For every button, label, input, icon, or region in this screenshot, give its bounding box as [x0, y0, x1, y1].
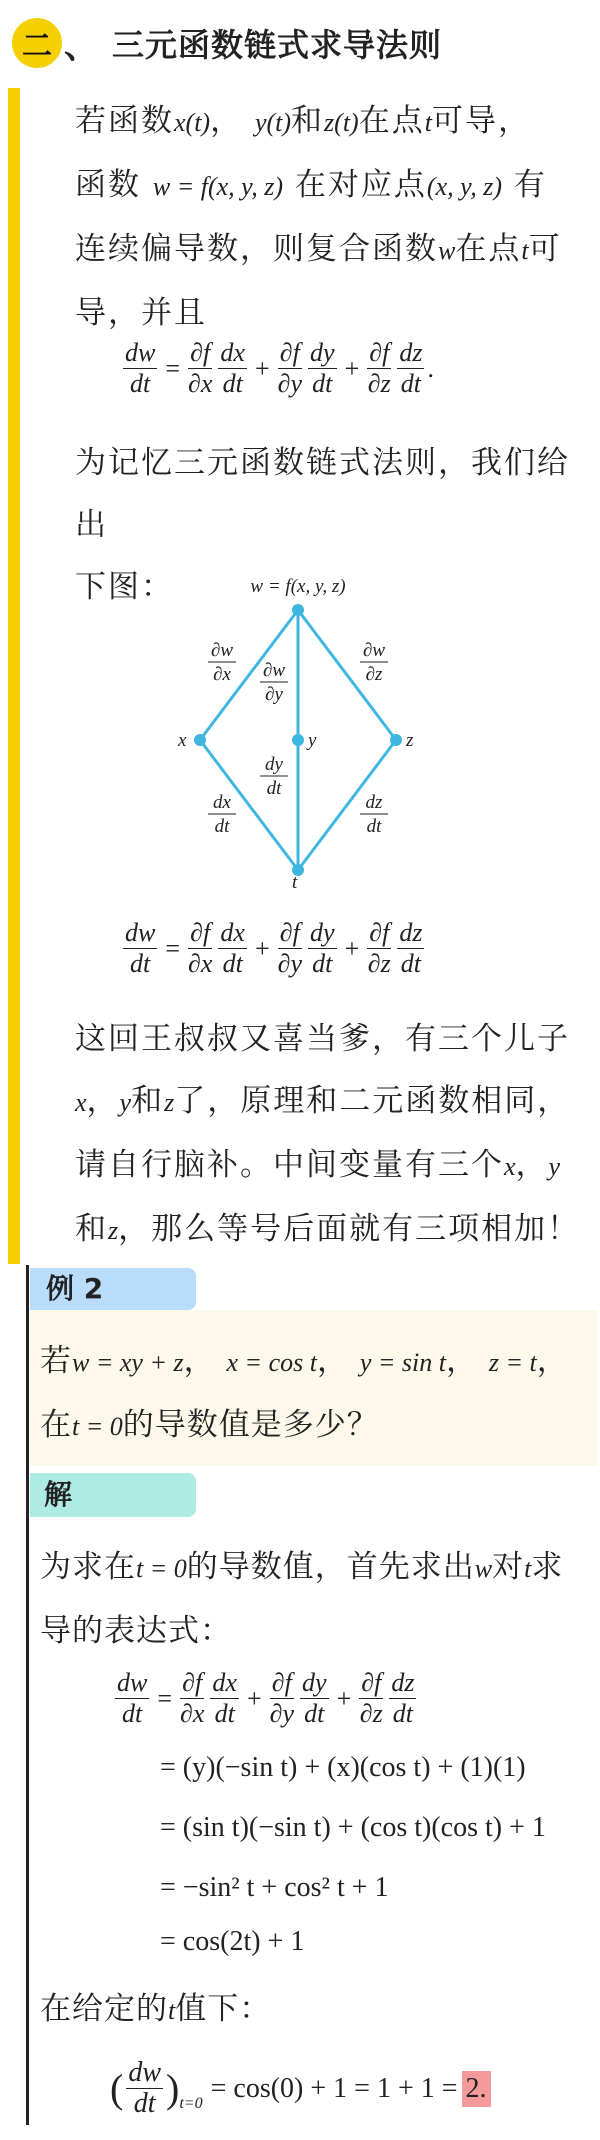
solution-text: 为求在 [40, 1549, 136, 1585]
math-z-eq: z = t [488, 1348, 537, 1377]
math-w-eq: w = xy + z [72, 1348, 184, 1377]
intro-text: 在点 [358, 103, 425, 139]
math-xt: x(t) [174, 108, 211, 137]
story-text: 和 [131, 1083, 165, 1119]
node-w [292, 604, 304, 616]
solution-step-1: = (y)(−sin t) + (x)(cos t) + (1)(1) [160, 1752, 526, 1783]
label-dt: dt [366, 816, 382, 837]
label-dw: ∂w [210, 640, 234, 661]
chain-rule-formula: $\frac{dw}{dt}$ = $\frac{\partial f}{\partial x}$ dx dt + $\frac{\partial f}{\partial y}$ dy dt + $\frac{\partial f}{\partial z}$ dz dt . [125, 338, 434, 398]
intro-text: 导，并且 [75, 295, 207, 331]
math-w-def: w = f(x, y, z) [152, 172, 284, 201]
math-yt: y(t) [254, 108, 292, 137]
intro-paragraph [75, 90, 585, 344]
story-text: ， [86, 1083, 120, 1119]
label-dt: dt [266, 778, 282, 799]
math-t: t [424, 108, 432, 137]
example-label: 例 2 [30, 1268, 196, 1310]
solution-text: 在给定的 [40, 1991, 168, 2027]
math-t0: t = 0 [72, 1412, 123, 1441]
math-y: y [119, 1088, 132, 1117]
node-x [194, 734, 206, 746]
math-y-eq: y = sin t [359, 1348, 446, 1377]
left-rule [26, 1265, 29, 2125]
math-z: z [108, 1216, 119, 1245]
intro-text: 可导， [431, 103, 531, 139]
story-text: 和 [75, 1211, 108, 1247]
story-text: ，那么等号后面就有三项相加！ [118, 1211, 581, 1247]
section-comma: 、 [64, 26, 98, 67]
answer-highlight: 2. [462, 2071, 491, 2107]
label-dz-partial: ∂z [365, 664, 383, 685]
left-accent-bar [8, 88, 20, 1264]
example-text: ， [536, 1343, 569, 1379]
section-number-badge: 二 [12, 18, 62, 68]
intro-text: 连续偏导数，则复合函数 [75, 231, 438, 267]
math-w: w [438, 236, 456, 265]
math-xyz: (x, y, z) [426, 172, 503, 201]
example-text: 若 [40, 1343, 72, 1379]
final-rhs: = cos(0) + 1 = 1 + 1 = [210, 2072, 458, 2104]
math-y: y [548, 1152, 561, 1181]
solution-step-3: = −sin² t + cos² t + 1 [160, 1872, 389, 1903]
math-x: x [504, 1152, 516, 1181]
math-t: t [521, 236, 529, 265]
example-text: ， [183, 1343, 216, 1379]
intro-text: ， [210, 103, 244, 139]
math-t0: t = 0 [136, 1554, 187, 1583]
math-zt: z(t) [324, 108, 359, 137]
solution-step-2: = (sin t)(−sin t) + (cos t)(cos t) + 1 [160, 1812, 546, 1843]
math-w: w [474, 1554, 493, 1583]
intro-text: 有 [513, 167, 547, 203]
solution-step-4: = cos(2t) + 1 [160, 1926, 305, 1957]
solution-text: 的导数值，首先求出 [186, 1549, 475, 1585]
example-text: 在 [40, 1407, 72, 1443]
given-value-text [40, 1978, 585, 2042]
mnemonic-line: 为记忆三元函数链式法则，我们给出 [75, 445, 570, 543]
label-top: w = f(x, y, z) [250, 576, 346, 597]
solution-text: 值下： [175, 1991, 272, 2027]
mnemonic-line: 下图： [75, 569, 174, 605]
label-dt: dt [214, 816, 230, 837]
chain-rule-formula-repeat: $\frac{dw}{dt}$ = $\frac{\partial f}{\partial x}$ dx dt + $\frac{\partial f}{\partial y}$ dy dt + $\frac{\partial f}{\partial z}$ dz dt [125, 918, 423, 978]
intro-text: 在对应点 [294, 167, 427, 203]
final-result: ( dw dt ) t=0 = cos(0) + 1 = 1 + 1 = 2. [110, 2058, 491, 2119]
label-y: y [308, 730, 317, 751]
solution-intro [40, 1536, 585, 1662]
story-line: 请自行脑补。中间变量有三个 [75, 1147, 504, 1183]
example-text: ， [445, 1343, 478, 1379]
intro-text: 若函数 [75, 103, 174, 139]
solution-text: 导的表达式： [40, 1613, 232, 1649]
solution-text: 对 [492, 1549, 525, 1585]
math-t: t [524, 1554, 532, 1583]
story-line: 这回王叔叔又喜当爹，有三个儿子 [75, 1021, 570, 1057]
story-text: ， [515, 1147, 549, 1183]
math-t: t [168, 1996, 176, 2025]
intro-text: 函数 [75, 167, 141, 203]
example-question [40, 1330, 595, 1458]
example-text: 的导数值是多少？ [122, 1407, 379, 1443]
label-t: t [292, 872, 298, 890]
label-dw: ∂w [262, 660, 286, 681]
formula-period: . [427, 353, 434, 383]
math-x: x [75, 1088, 87, 1117]
math-z: z [164, 1088, 175, 1117]
example-text: ， [316, 1343, 349, 1379]
solution-label: 解 [30, 1473, 196, 1517]
story-paragraph [75, 1008, 585, 1262]
label-z: z [406, 730, 414, 751]
label-dx: dx [213, 792, 231, 813]
math-x-eq: x = cos t [226, 1348, 317, 1377]
solution-chain-formula: $\frac{dw}{dt}$ = $\frac{\partial f}{\partial x}$ dx dt + $\frac{\partial f}{\partial y}$ dy dt + $\frac{\partial f}{\partial z}$ dz dt [117, 1668, 415, 1728]
solution-text: 求 [531, 1549, 564, 1585]
chain-rule-tree-diagram [170, 570, 460, 890]
section-title: 三元函数链式求导法则 [112, 26, 443, 64]
section-header [0, 8, 442, 78]
story-text: 了，原理和二元函数相同， [174, 1083, 571, 1119]
intro-text: 可 [528, 231, 562, 267]
label-dx-partial: ∂x [213, 664, 231, 685]
node-z [390, 734, 402, 746]
node-y [292, 734, 304, 746]
label-dy-partial: ∂y [265, 684, 283, 705]
final-subscript: t=0 [179, 2095, 203, 2112]
intro-text: 在点 [455, 231, 522, 267]
label-dy: dy [265, 754, 283, 775]
label-x: x [178, 730, 187, 751]
label-dz: dz [365, 792, 383, 813]
intro-text: 和 [291, 103, 325, 139]
label-dw: ∂w [362, 640, 386, 661]
